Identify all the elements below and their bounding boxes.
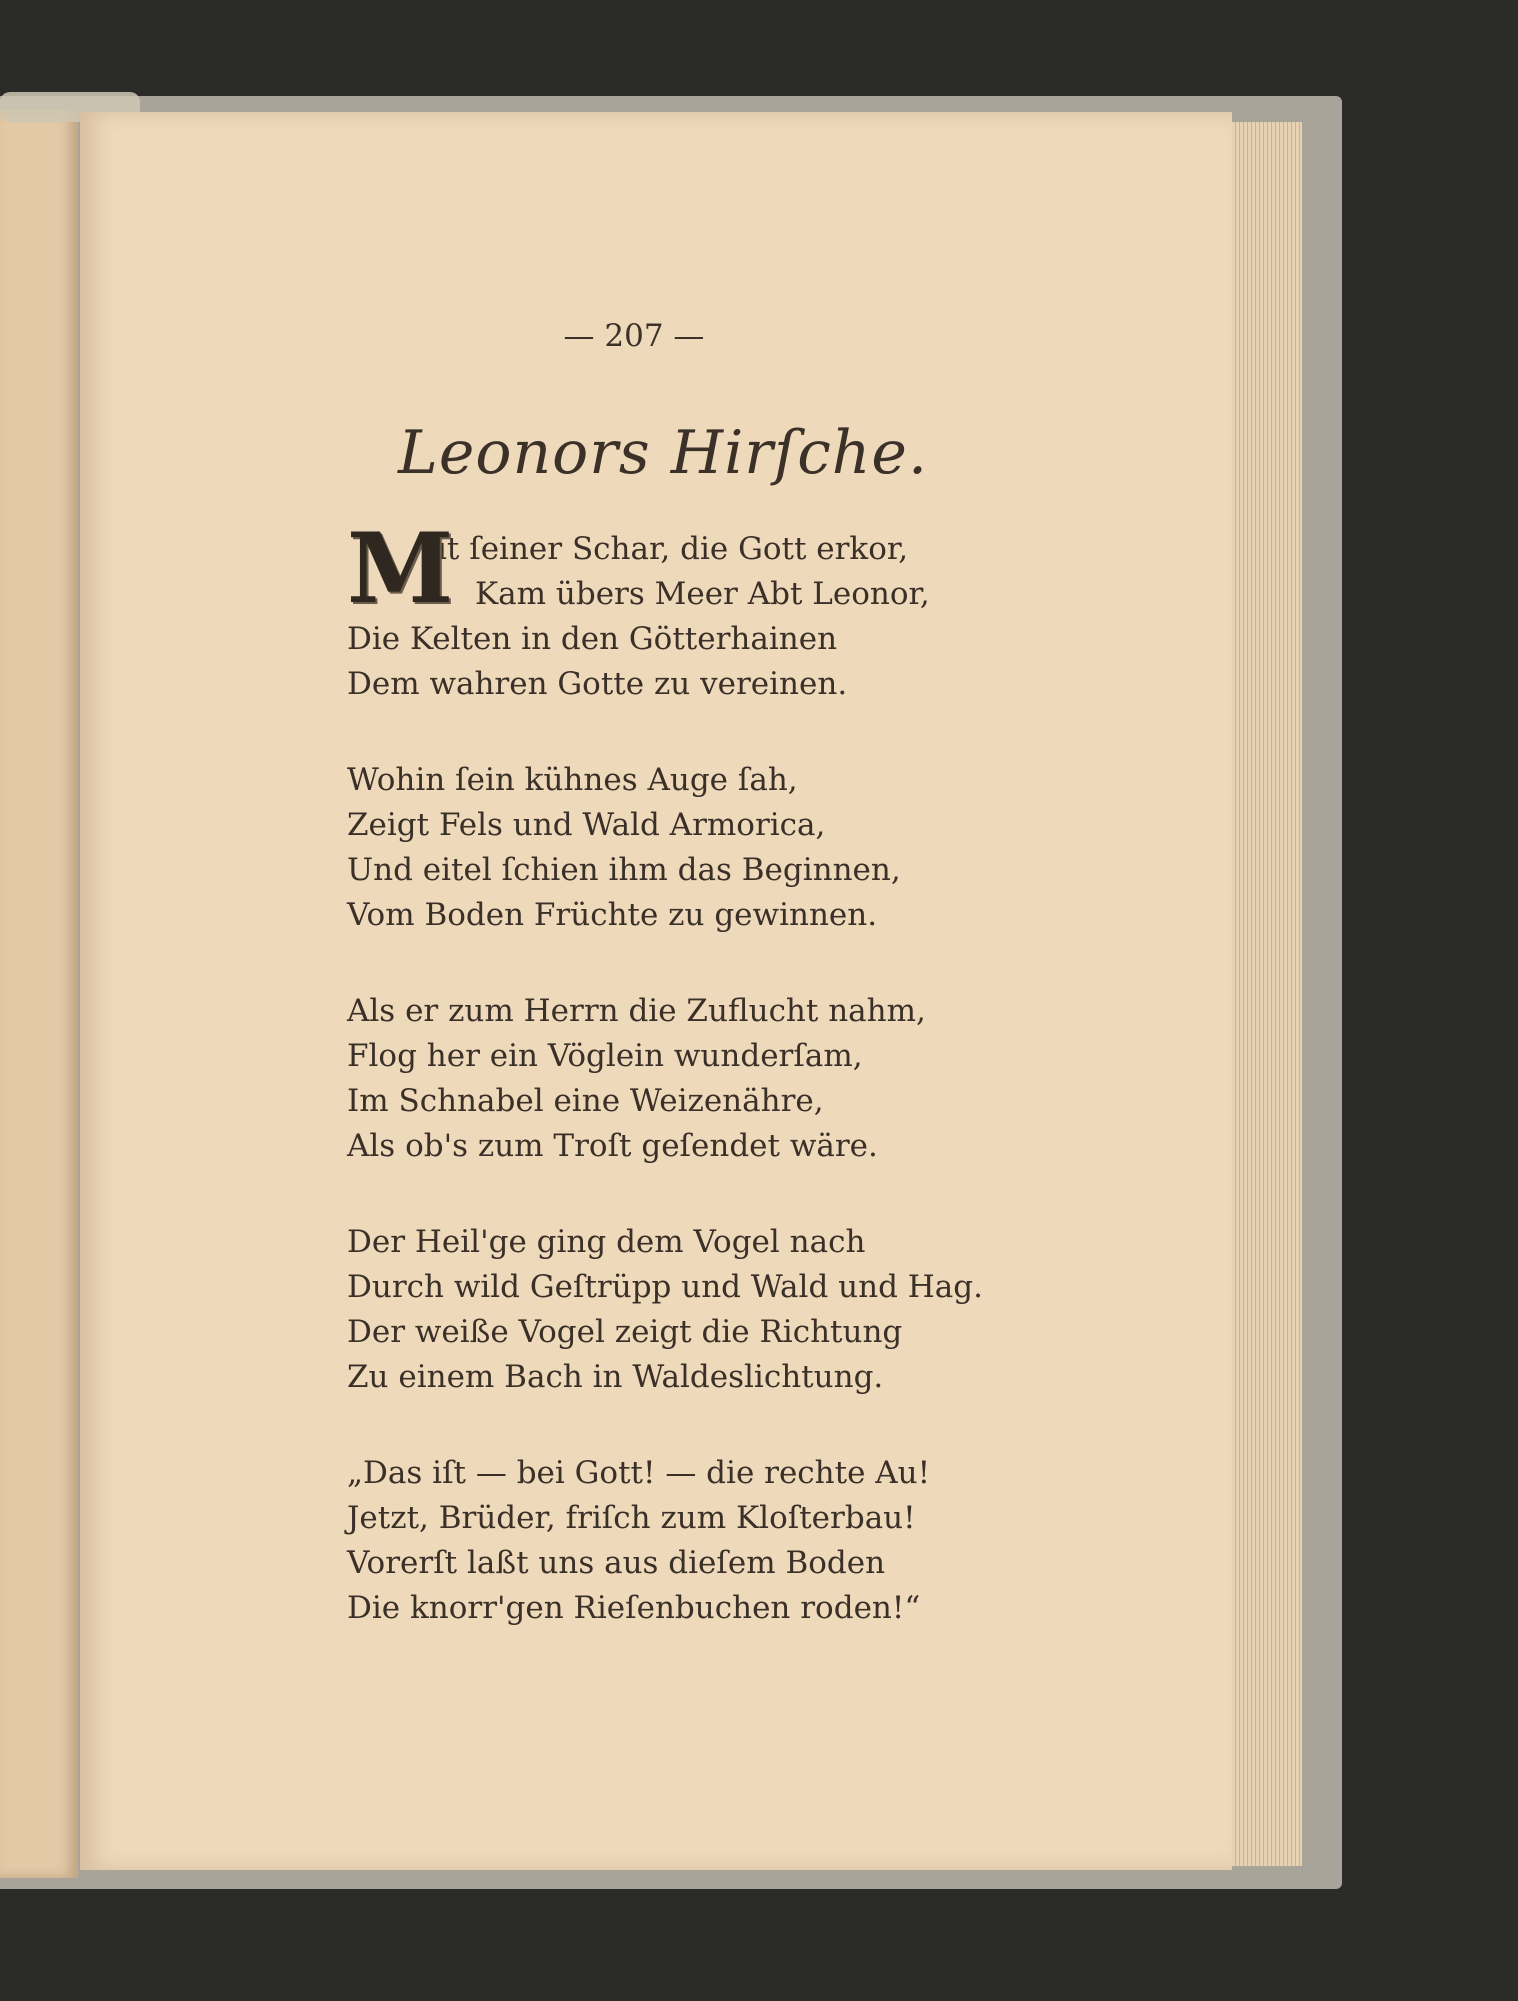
verse-line: Wohin ſein kühnes Auge ſah, [347, 762, 798, 798]
drop-cap: M [347, 512, 454, 625]
verse-line: Durch wild Geſtrüpp und Wald und Hag. [347, 1269, 983, 1305]
verse-line: Vom Boden Früchte zu gewinnen. [347, 897, 878, 933]
verse-line: Jetzt, Brüder, friſch zum Kloſterbau! [347, 1500, 916, 1536]
verse-line: Im Schnabel eine Weizenähre, [347, 1083, 824, 1119]
verse-line: „Das iſt — bei Gott! — die rechte Au! [347, 1455, 931, 1491]
verse-line: Flog her ein Vöglein wunderſam, [347, 1038, 863, 1074]
verse-line: Zu einem Bach in Waldeslichtung. [347, 1359, 884, 1395]
stanza [347, 1220, 983, 1400]
verse-line: Kam übers Meer Abt Leonor, [475, 576, 930, 612]
verse-line: Die knorr'gen Rieſenbuchen roden!“ [347, 1590, 921, 1626]
verse-line: it ſeiner Schar, die Gott erkor, [437, 531, 909, 567]
stanza [347, 758, 983, 938]
stanza [347, 989, 983, 1169]
verse-line: Dem wahren Gotte zu vereinen. [347, 666, 848, 702]
verse-line: Zeigt Fels und Wald Armorica, [347, 807, 826, 843]
verse-line: Der weiße Vogel zeigt die Richtung [347, 1314, 903, 1350]
left-page-edge [0, 110, 78, 1878]
poem-title: Leonors Hirſche. [398, 418, 929, 488]
poem-body [347, 512, 983, 1682]
verse-line: Als ob's zum Troſt geſendet wäre. [347, 1128, 878, 1164]
verse-line: Der Heil'ge ging dem Vogel nach [347, 1224, 866, 1260]
stanza [347, 1451, 983, 1631]
verse-line: Vorerſt laßt uns aus dieſem Boden [347, 1545, 886, 1581]
page-edges [1228, 122, 1302, 1866]
verse-line: Die Kelten in den Götterhainen [347, 621, 838, 657]
verse-line: Als er zum Herrn die Zuflucht nahm, [347, 993, 926, 1029]
page-number: — 207 — [563, 318, 705, 354]
verse-line: Und eitel ſchien ihm das Beginnen, [347, 852, 901, 888]
